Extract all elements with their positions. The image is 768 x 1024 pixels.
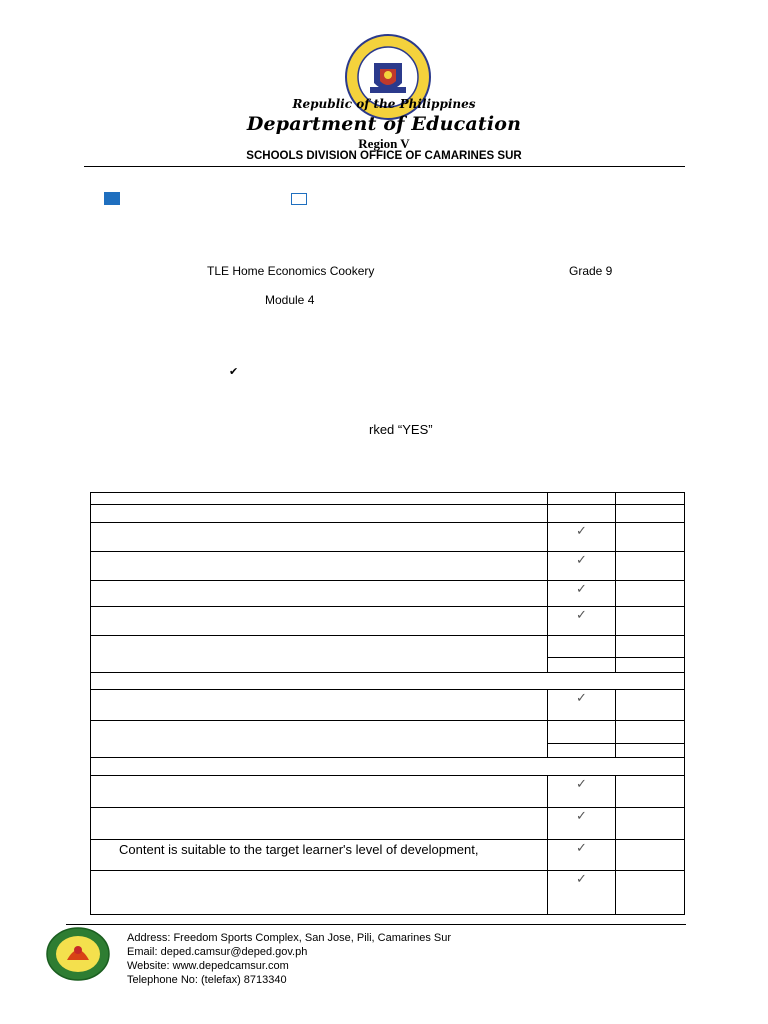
table-cell (616, 505, 685, 523)
check-cell[interactable]: ✓ (548, 776, 616, 808)
table-section-row (91, 673, 685, 690)
table-cell (91, 505, 548, 523)
table-row (91, 552, 685, 581)
department-heading: Department of Education (246, 113, 522, 135)
table-section-row (91, 505, 685, 523)
table-cell (91, 776, 548, 808)
table-cell (91, 721, 548, 758)
table-cell (616, 493, 685, 505)
table-cell (91, 493, 548, 505)
table-cell[interactable] (616, 721, 685, 744)
check-cell[interactable]: ✓ (548, 552, 616, 581)
table-cell[interactable] (548, 744, 616, 758)
table-cell[interactable] (616, 808, 685, 840)
table-row (91, 581, 685, 607)
table-row (91, 776, 685, 808)
table-row (91, 636, 685, 658)
table-cell[interactable] (548, 721, 616, 744)
check-cell[interactable]: ✓ (548, 607, 616, 636)
subject-label: TLE Home Economics Cookery (207, 264, 375, 278)
table-cell (91, 607, 548, 636)
republic-heading: Republic of the Philippines (292, 97, 476, 111)
division-seal-icon (45, 926, 111, 982)
table-row (91, 840, 685, 871)
footer-address: Address: Freedom Sports Complex, San Jose, Pili, Camarines Sur (127, 932, 452, 944)
footer-email[interactable]: Email: deped.camsur@deped.gov.ph (127, 946, 308, 958)
table-cell (548, 493, 616, 505)
table-cell (91, 581, 548, 607)
table-row (91, 607, 685, 636)
table-cell[interactable] (616, 776, 685, 808)
table-cell[interactable] (616, 607, 685, 636)
evaluation-table (90, 492, 685, 915)
module-label: Module 4 (265, 293, 315, 307)
table-cell (91, 552, 548, 581)
table-cell[interactable] (548, 636, 616, 658)
division-heading: SCHOOLS DIVISION OFFICE OF CAMARINES SUR (246, 150, 522, 162)
footer-contact (127, 931, 451, 987)
table-cell (548, 505, 616, 523)
table-cell (91, 690, 548, 721)
table-section-row (91, 758, 685, 776)
check-cell[interactable]: ✓ (548, 840, 616, 871)
footer-telephone: Telephone No: (telefax) 8713340 (127, 974, 287, 986)
check-cell[interactable]: ✓ (548, 690, 616, 721)
table-row (91, 523, 685, 552)
table-cell[interactable] (616, 636, 685, 658)
check-cell[interactable]: ✓ (548, 523, 616, 552)
check-cell[interactable]: ✓ (548, 871, 616, 915)
check-cell[interactable]: ✓ (548, 808, 616, 840)
checkbox-selected[interactable] (104, 192, 120, 205)
table-cell[interactable] (616, 744, 685, 758)
check-cell[interactable]: ✓ (548, 581, 616, 607)
table-cell[interactable] (616, 690, 685, 721)
footer-website[interactable]: Website: www.depedcamsur.com (127, 960, 289, 972)
table-cell (91, 871, 548, 915)
table-cell (91, 808, 548, 840)
table-row (91, 690, 685, 721)
table-cell[interactable] (616, 523, 685, 552)
criterion-text: Content is suitable to the target learner's level of development, (91, 840, 548, 871)
header-divider (84, 166, 685, 167)
table-cell (91, 636, 548, 673)
check-mark-icon: ✔ (229, 366, 239, 378)
region-heading: Region V (358, 136, 410, 151)
table-cell (91, 523, 548, 552)
table-cell[interactable] (616, 552, 685, 581)
table-header-row (91, 493, 685, 505)
table-row (91, 808, 685, 840)
marked-yes-text: rked “YES” (369, 422, 433, 437)
table-cell[interactable] (616, 871, 685, 915)
checkbox-empty[interactable] (291, 193, 307, 205)
grade-label: Grade 9 (569, 264, 613, 278)
table-row (91, 871, 685, 915)
footer-divider (66, 924, 686, 925)
table-cell[interactable] (616, 581, 685, 607)
table-row (91, 721, 685, 744)
table-cell[interactable] (616, 658, 685, 673)
table-cell (91, 673, 685, 690)
table-cell (91, 758, 685, 776)
table-cell[interactable] (616, 840, 685, 871)
table-cell[interactable] (548, 658, 616, 673)
